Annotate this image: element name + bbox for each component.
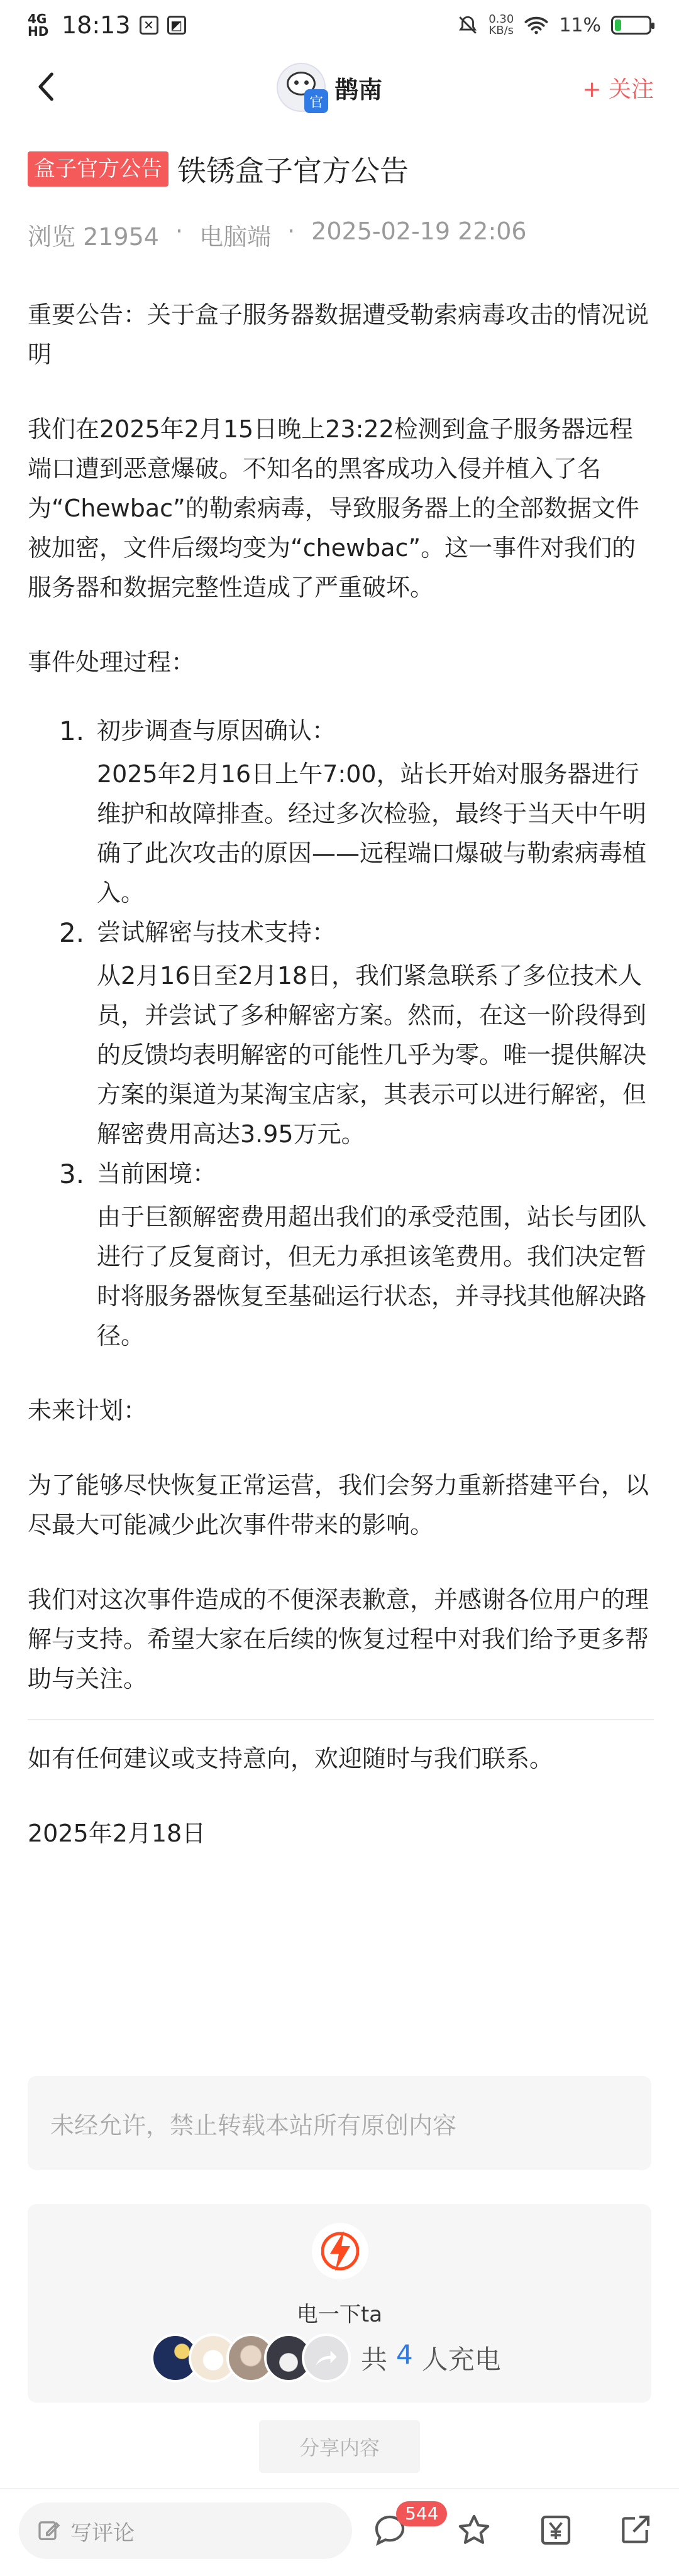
list-item-body: 从2月16日至2月18日，我们紧急联系了多位技术人员，并尝试了多种解密方案。然而，在这一阶段得到的反馈均表明解密的可能性几乎为零。唯一提供解决方案的渠道为某淘宝店家，其表示可以进行解密，但解密费用高达3.95万元。	[97, 962, 647, 1148]
post-platform: 电脑端	[199, 223, 272, 251]
content-paragraph: 重要公告：关于盒子服务器数据遭受勒索病毒攻击的情况说明	[28, 301, 649, 368]
process-list	[28, 711, 654, 1356]
official-badge: 官	[304, 89, 328, 113]
post-signature-date: 2025年2月18日	[28, 1820, 206, 1847]
list-item	[28, 913, 654, 1154]
list-item	[28, 711, 654, 913]
share-icon	[617, 2513, 653, 2548]
author-name[interactable]: 鹊南	[334, 75, 383, 104]
list-number: 2.	[59, 917, 85, 948]
section-heading: 事件处理过程：	[28, 648, 196, 676]
lightning-icon	[321, 2226, 359, 2276]
comment-input[interactable]	[19, 2502, 352, 2559]
favorite-button[interactable]	[455, 2511, 493, 2549]
speed-unit: KB/s	[489, 24, 514, 37]
tip-button[interactable]	[537, 2511, 575, 2549]
list-item-body: 由于巨额解密费用超出我们的承受范围，站长与团队进行了反复商讨，但无力承担该笔费用。我们决定暂时将服务器恢复至基础运行状态，并寻找其他解决路径。	[97, 1203, 647, 1350]
speed-value: 0.30	[489, 13, 514, 26]
yen-icon	[538, 2513, 573, 2548]
meta-separator: ·	[287, 217, 295, 245]
back-button[interactable]	[28, 68, 65, 106]
divider	[28, 1719, 654, 1720]
star-icon	[456, 2513, 492, 2548]
charger-count	[361, 2339, 501, 2377]
category-tag[interactable]: 盒子官方公告	[28, 151, 168, 187]
wifi-icon	[524, 15, 549, 35]
avatar-eye-icon	[304, 80, 309, 85]
share-button[interactable]: 分享内容	[259, 2420, 420, 2473]
post-title: 铁锈盒子官方公告	[177, 154, 409, 188]
section-heading: 未来计划：	[28, 1397, 148, 1424]
list-item-body: 2025年2月16日上午7:00，站长开始对服务器进行维护和故障排查。经过多次检验，最终于当天中午明确了此次攻击的原因——远程端口爆破与勒索病毒植入。	[97, 760, 647, 907]
meta-separator: ·	[175, 217, 184, 245]
content-paragraph: 为了能够尽快恢复正常运营，我们会努力重新搭建平台，以尽最大可能减少此次事件带来的影响。	[28, 1471, 649, 1539]
charger-list[interactable]	[151, 2333, 501, 2382]
edit-icon	[36, 2518, 62, 2543]
avatar-eye-icon	[294, 80, 299, 85]
battery-icon	[611, 16, 651, 35]
status-bar	[0, 0, 679, 54]
post-date: 2025-02-19 22:06	[311, 217, 527, 245]
comment-count-badge: 544	[396, 2501, 447, 2526]
post-title-row	[28, 148, 409, 190]
network-indicator: 4G HD	[28, 11, 49, 39]
status-left	[28, 11, 186, 39]
view-count: 浏览 21954	[28, 223, 159, 251]
charge-label[interactable]: 电一下ta	[296, 2302, 383, 2327]
status-time: 18:13	[62, 11, 131, 39]
post-meta	[28, 217, 527, 252]
status-right	[457, 14, 651, 36]
list-number: 3.	[59, 1159, 85, 1189]
bottom-action-bar	[0, 2488, 679, 2576]
more-chargers-icon[interactable]	[302, 2333, 351, 2382]
avatar[interactable]	[277, 63, 326, 112]
author-info[interactable]	[277, 63, 382, 112]
content-paragraph: 我们在2025年2月15日晚上23:22检测到盒子服务器远程端口遭到恶意爆破。不知名的黑客成功入侵并植入了名为“Chewbac”的勒索病毒，导致服务器上的全部数据文件被加密，文件后缀均变为“chewbac”。这一事件对我们的服务器和数据完整性造成了严重破坏。	[28, 415, 639, 601]
charge-panel	[28, 2204, 651, 2403]
back-arrow-icon	[34, 71, 59, 102]
content-paragraph: 如有任何建议或支持意向，欢迎随时与我们联系。	[28, 1745, 554, 1772]
share-icon-button[interactable]	[616, 2511, 654, 2549]
comment-placeholder: 写评论	[70, 2520, 135, 2546]
mute-icon	[457, 14, 478, 36]
content-paragraph: 我们对这次事件造成的不便深表歉意，并感谢各位用户的理解与支持。希望大家在后续的恢复过程中对我们给予更多帮助与关注。	[28, 1586, 649, 1693]
list-number: 1.	[59, 716, 85, 746]
copyright-notice: 未经允许，禁止转载本站所有原创内容	[28, 2076, 651, 2170]
post-content	[28, 295, 654, 1853]
top-nav	[0, 54, 679, 123]
battery-percent: 11%	[559, 14, 601, 36]
follow-button[interactable]: + 关注	[582, 77, 654, 102]
share-arrow-icon	[314, 2349, 339, 2367]
app-notification-icon: ◩	[167, 16, 186, 35]
list-item-title: 初步调查与原因确认：	[97, 717, 336, 745]
list-item-title: 当前困境：	[97, 1160, 217, 1187]
charger-count-number: 4	[396, 2339, 413, 2370]
charger-count-suffix: 人充电	[421, 2344, 501, 2375]
list-item-title: 尝试解密与技术支持：	[97, 919, 336, 946]
list-item	[28, 1154, 654, 1356]
charger-count-prefix: 共	[361, 2344, 388, 2375]
charge-button[interactable]	[312, 2223, 368, 2279]
notification-icon: ✕	[140, 16, 158, 35]
network-speed	[489, 14, 514, 36]
